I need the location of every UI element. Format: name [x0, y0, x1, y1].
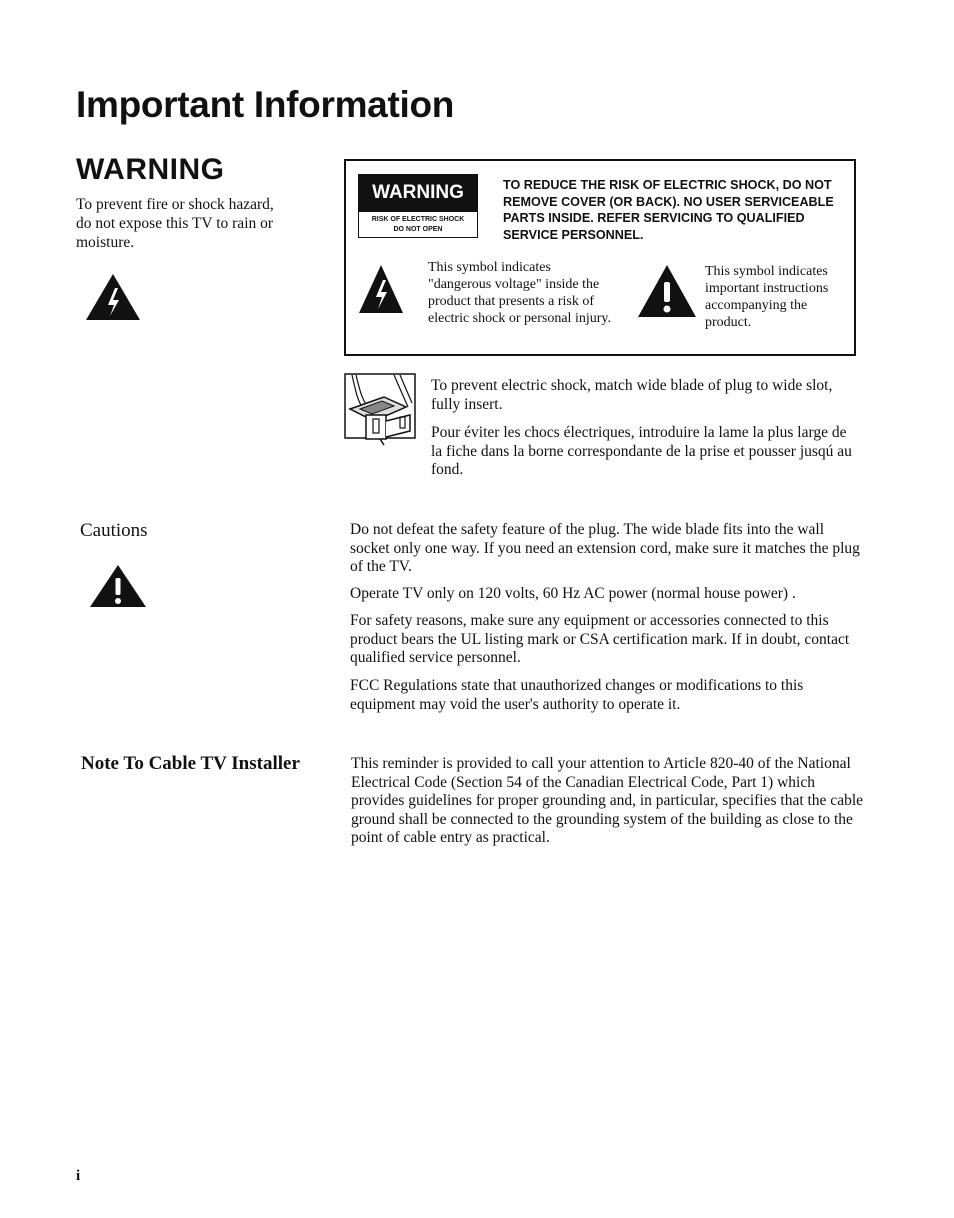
caution-paragraph: For safety reasons, make sure any equipment or accessories connected to this product bears the UL listing mark or CSA certification mark. If in doubt, contact qualified service personnel. — [350, 612, 850, 666]
warning-label-banner: WARNING — [359, 175, 477, 212]
page-title: Important Information — [76, 84, 455, 125]
plug-instruction-french: Pour éviter les chocs électriques, introduire la lame la plus large de la fiche dans la borne correspondante de la prise et pousser jusqú au fond. — [431, 424, 852, 478]
cautions-heading: Cautions — [80, 520, 148, 541]
cable-installer-heading: Note To Cable TV Installer — [81, 753, 300, 774]
warning-label-line1: RISK OF ELECTRIC SHOCK — [371, 216, 465, 223]
lightning-triangle-icon — [358, 264, 404, 319]
caution-paragraph: FCC Regulations state that unauthorized changes or modifications to this equipment may void the user's authority to operate it. — [350, 677, 804, 713]
exclamation-triangle-icon — [637, 264, 697, 323]
warning-heading: WARNING — [76, 153, 225, 186]
plug-instruction-english: To prevent electric shock, match wide blade of plug to wide slot, fully insert. — [431, 377, 833, 413]
voltage-symbol-text: This symbol indicates "dangerous voltage" inside the product that presents a risk of electric shock or personal injury. — [428, 260, 611, 326]
caution-paragraph: Do not defeat the safety feature of the plug. The wide blade fits into the wall socket only one way. If you need an extension cord, make sure it matches the plug of the TV. — [350, 521, 860, 575]
exclamation-triangle-icon — [89, 564, 147, 613]
polarized-plug-icon — [344, 373, 418, 452]
warning-label-line2: DO NOT OPEN — [393, 226, 443, 233]
cable-installer-text: This reminder is provided to call your attention to Article 820-40 of the National Electrical Code (Section 54 of the Canadian Electrical Code, Part 1) which provides guidelines for proper grounding and, in particular, specifies that the cable ground shall be connected to the grounding system of the building as close to the point of cable entry as practical. — [351, 755, 864, 846]
lightning-triangle-icon — [84, 272, 142, 327]
warning-label — [358, 174, 478, 238]
caution-paragraph: Operate TV only on 120 volts, 60 Hz AC power (normal house power) . — [350, 585, 796, 602]
instructions-symbol-text: This symbol indicates important instructions accompanying the product. — [705, 264, 829, 330]
warning-text: To prevent fire or shock hazard, do not expose this TV to rain or moisture. — [76, 196, 274, 251]
page-number: i — [76, 1168, 81, 1184]
shock-caution-text: TO REDUCE THE RISK OF ELECTRIC SHOCK, DO NOT REMOVE COVER (OR BACK). NO USER SERVICEABLE PARTS INSIDE. REFER SERVICING TO QUALIFIED SERVICE PERSONNEL. — [503, 178, 834, 242]
